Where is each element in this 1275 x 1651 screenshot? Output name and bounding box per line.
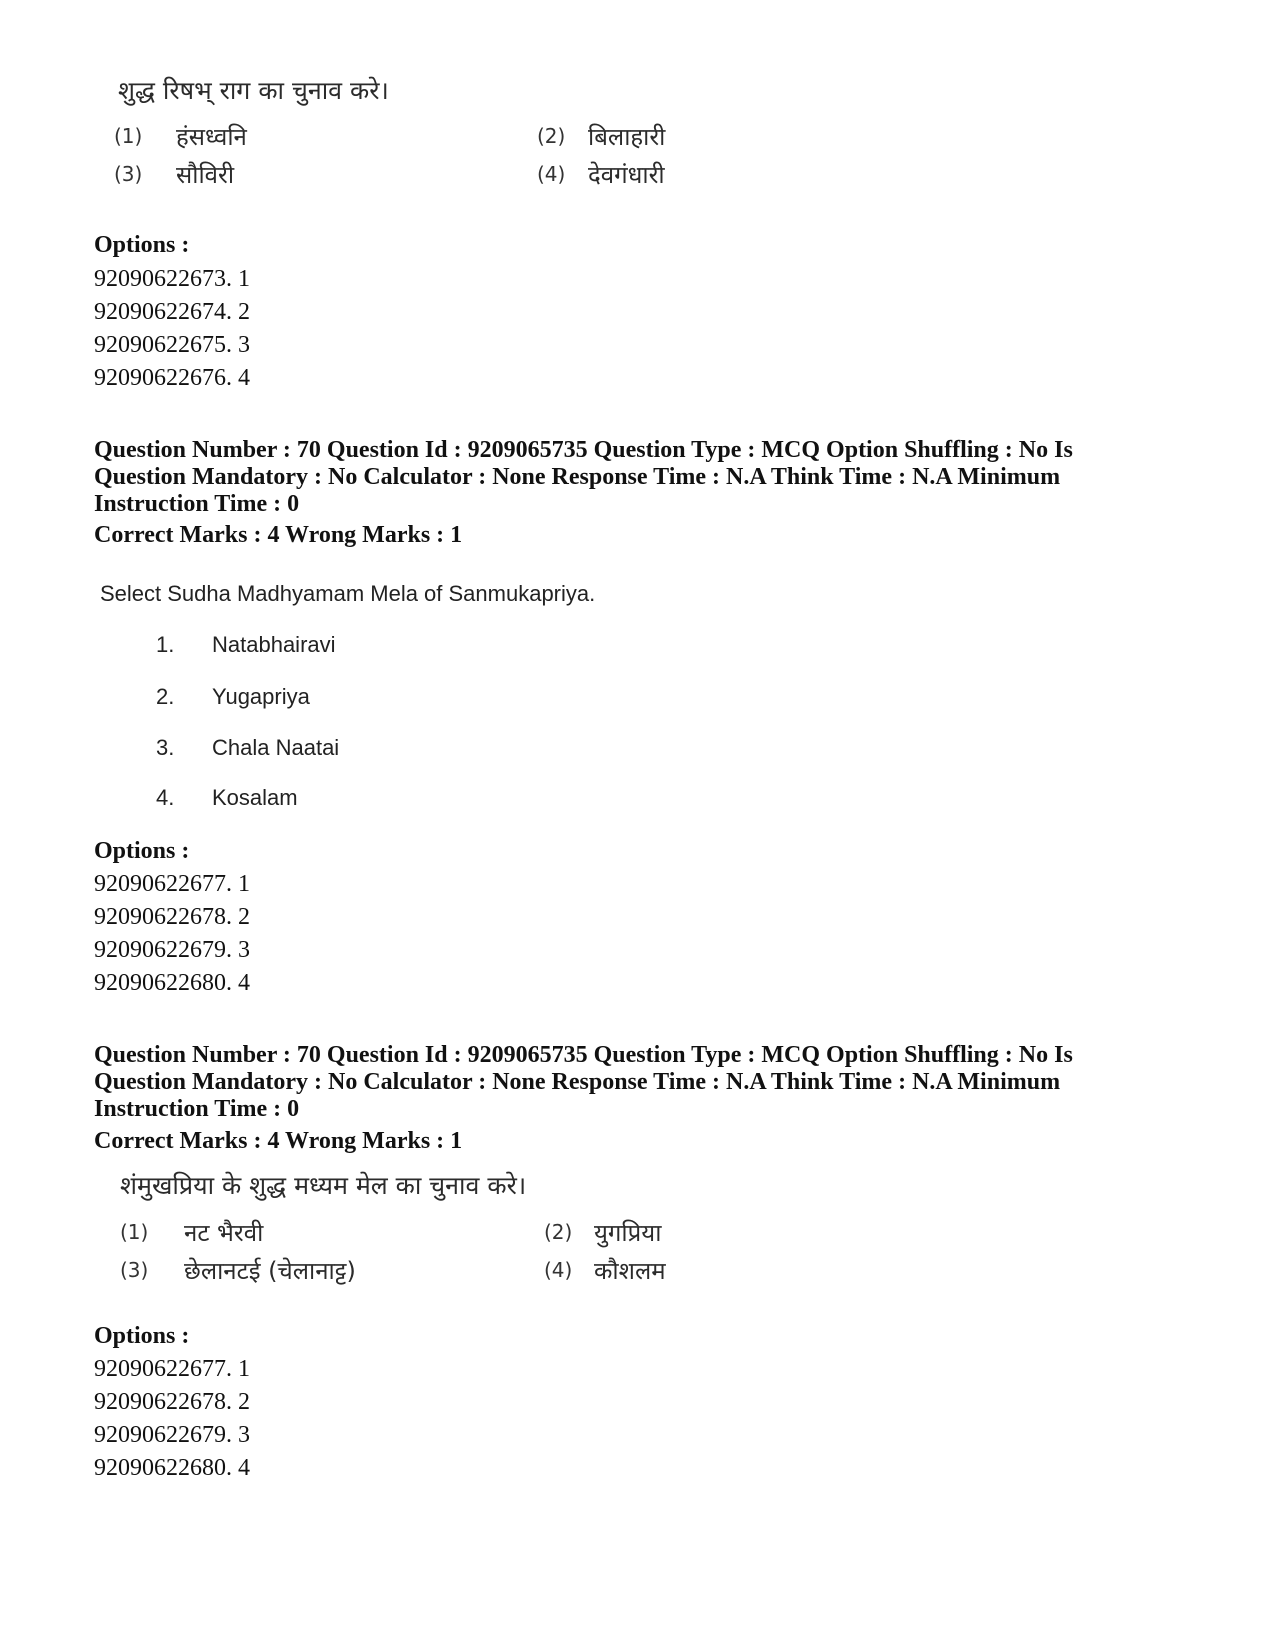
choice-number: (3): [114, 162, 143, 186]
choice-text: Kosalam: [212, 785, 298, 810]
option-line: 92090622678. 2: [94, 904, 250, 930]
question-2-options-list: [94, 868, 250, 1000]
choice-number: 2.: [156, 684, 175, 709]
question-3-marks: Correct Marks : 4 Wrong Marks : 1: [94, 1128, 463, 1154]
question-1-options-list: [94, 263, 250, 395]
option-line: 92090622679. 3: [94, 1422, 250, 1448]
choice-text: Yugapriya: [212, 684, 310, 709]
choice-text: नट भैरवी: [184, 1219, 264, 1247]
choice-number: (1): [120, 1220, 149, 1244]
question-3-stem: शंमुखप्रिया के शुद्ध मध्यम मेल का चुनाव करे।: [120, 1171, 527, 1200]
question-1-options-title: Options :: [94, 232, 190, 258]
option-line: 92090622680. 4: [94, 970, 250, 996]
option-line: 92090622677. 1: [94, 1356, 250, 1382]
option-line: 92090622675. 3: [94, 332, 250, 358]
option-line: 92090622677. 1: [94, 871, 250, 897]
question-3-choice-row-2: [118, 1254, 818, 1286]
choice-number: (3): [120, 1258, 149, 1282]
question-2-stem-image: [98, 578, 698, 818]
choice-number: 4.: [156, 785, 175, 810]
choice-text: कौशलम: [594, 1257, 666, 1285]
option-line: 92090622679. 3: [94, 937, 250, 963]
question-3-options-list: [94, 1353, 250, 1485]
question-3-options-title: Options :: [94, 1323, 190, 1349]
choice-text: युगप्रिया: [594, 1219, 662, 1247]
choice-text: सौविरी: [176, 161, 235, 189]
choice-number: 1.: [156, 632, 175, 657]
question-1-choice-row-2: [112, 158, 812, 190]
meta-line: Question Number : 70 Question Id : 9209065735 Question Type : MCQ Option Shuffling : No Is: [94, 437, 1073, 463]
choice-text: बिलाहारी: [588, 123, 666, 151]
meta-line: Instruction Time : 0: [94, 1096, 300, 1122]
option-line: 92090622674. 2: [94, 299, 250, 325]
question-2-stem: Select Sudha Madhyamam Mela of Sanmukapriya.: [100, 581, 596, 606]
question-1-stem-image: [112, 70, 712, 200]
question-3-meta: [94, 1042, 1214, 1123]
choice-text: Natabhairavi: [212, 632, 336, 657]
choice-number: (4): [544, 1258, 573, 1282]
choice-number: 3.: [156, 735, 175, 760]
option-line: 92090622680. 4: [94, 1455, 250, 1481]
choice-text: देवगंधारी: [588, 161, 665, 189]
question-1-stem: शुद्ध रिषभ् राग का चुनाव करे।: [118, 76, 389, 105]
choice-text: छेलानटई (चेलानाट्ट): [184, 1257, 356, 1285]
meta-line: Question Number : 70 Question Id : 9209065735 Question Type : MCQ Option Shuffling : No Is: [94, 1042, 1073, 1068]
option-line: 92090622673. 1: [94, 266, 250, 292]
question-2-meta: [94, 437, 1214, 518]
question-3-choice-row-1: [118, 1216, 818, 1248]
choice-number: (2): [544, 1220, 573, 1244]
question-2-marks: Correct Marks : 4 Wrong Marks : 1: [94, 522, 463, 548]
question-2-options-title: Options :: [94, 838, 190, 864]
option-line: 92090622676. 4: [94, 365, 250, 391]
choice-number: (1): [114, 124, 143, 148]
question-1-choice-row-1: [112, 120, 812, 152]
meta-line: Question Mandatory : No Calculator : None Response Time : N.A Think Time : N.A Minimum: [94, 1069, 1061, 1095]
meta-line: Instruction Time : 0: [94, 491, 300, 517]
choice-number: (4): [537, 162, 566, 186]
choice-number: (2): [537, 124, 566, 148]
option-line: 92090622678. 2: [94, 1389, 250, 1415]
choice-text: हंसध्वनि: [176, 123, 247, 151]
choice-text: Chala Naatai: [212, 735, 340, 760]
meta-line: Question Mandatory : No Calculator : None Response Time : N.A Think Time : N.A Minimum: [94, 464, 1061, 490]
question-3-stem-image: [118, 1166, 738, 1296]
